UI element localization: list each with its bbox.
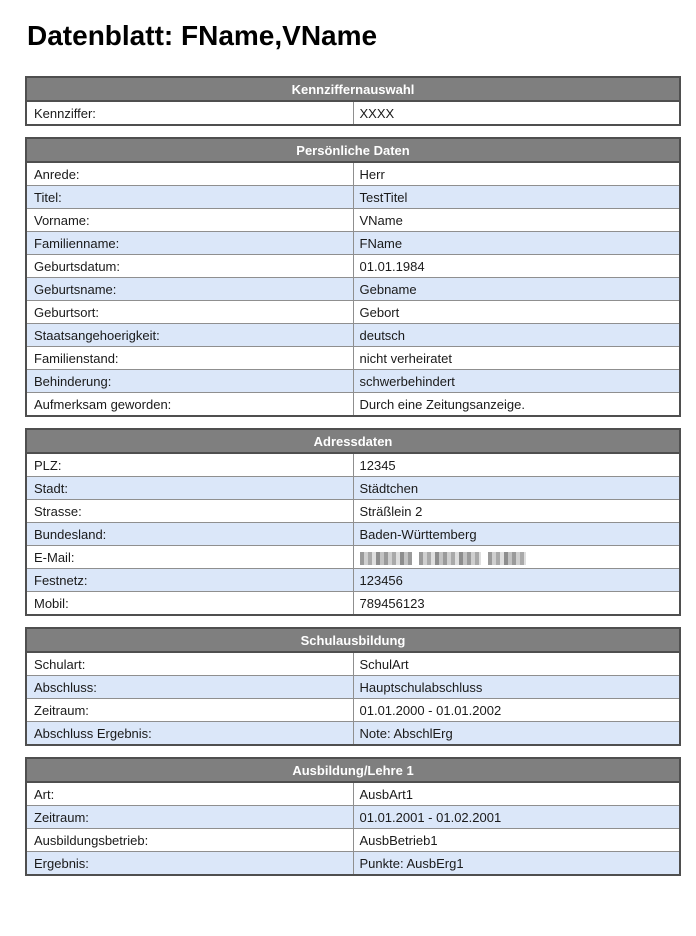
row-label: Familienname: [26, 232, 353, 255]
row-label: Strasse: [26, 500, 353, 523]
redacted-email-block [488, 552, 526, 565]
section-header-row [26, 628, 680, 652]
redacted-email-block [360, 552, 412, 565]
section-header-row [26, 429, 680, 453]
table-row [26, 209, 680, 232]
table-row [26, 301, 680, 324]
table-row [26, 782, 680, 806]
row-label: Mobil: [26, 592, 353, 616]
row-label: Vorname: [26, 209, 353, 232]
row-value: 01.01.2001 - 01.02.2001 [353, 806, 680, 829]
table-row [26, 500, 680, 523]
row-value: VName [353, 209, 680, 232]
row-value: Baden-Württemberg [353, 523, 680, 546]
row-label: Staatsangehoerigkeit: [26, 324, 353, 347]
table-row [26, 162, 680, 186]
table-row [26, 523, 680, 546]
section-header: Persönliche Daten [26, 138, 680, 162]
section-header: Ausbildung/Lehre 1 [26, 758, 680, 782]
row-label: Behinderung: [26, 370, 353, 393]
row-label: Anrede: [26, 162, 353, 186]
row-value: schwerbehindert [353, 370, 680, 393]
row-label: Geburtsort: [26, 301, 353, 324]
section-table [25, 428, 681, 616]
row-value: 01.01.1984 [353, 255, 680, 278]
row-label: Ergebnis: [26, 852, 353, 876]
table-row [26, 232, 680, 255]
section-table [25, 627, 681, 746]
table-row [26, 101, 680, 125]
table-row [26, 186, 680, 209]
table-row [26, 255, 680, 278]
table-row [26, 722, 680, 746]
table-row [26, 652, 680, 676]
row-label: Familienstand: [26, 347, 353, 370]
table-row [26, 546, 680, 569]
table-row [26, 852, 680, 876]
section-header: Kennziffernauswahl [26, 77, 680, 101]
redacted-email-block [419, 552, 481, 565]
sections-container [0, 76, 696, 876]
section-header: Adressdaten [26, 429, 680, 453]
section-header-row [26, 758, 680, 782]
row-label: Aufmerksam geworden: [26, 393, 353, 417]
section-header: Schulausbildung [26, 628, 680, 652]
row-value: Durch eine Zeitungsanzeige. [353, 393, 680, 417]
row-value: SchulArt [359, 656, 409, 672]
page-title: Datenblatt: FName,VName [27, 20, 378, 51]
row-value: 01.01.2000 - 01.01.2002 [353, 699, 680, 722]
row-value [353, 546, 680, 569]
section-header-row [26, 138, 680, 162]
row-value: deutsch [353, 324, 680, 347]
section-table [25, 137, 681, 417]
row-label: Festnetz: [26, 569, 353, 592]
table-row [26, 370, 680, 393]
table-row [26, 676, 680, 699]
table-row [26, 829, 680, 852]
row-value: Punkte: AusbErg1 [353, 852, 680, 876]
table-row [26, 592, 680, 616]
row-label: PLZ: [26, 453, 353, 477]
row-label: Zeitraum: [26, 806, 353, 829]
table-row [26, 806, 680, 829]
row-label: Bundesland: [26, 523, 353, 546]
row-value: 789456123 [353, 592, 680, 616]
row-value: FName [353, 232, 680, 255]
row-label: Geburtsname: [26, 278, 353, 301]
row-label: Abschluss Ergebnis: [26, 722, 353, 746]
row-value: XXXX [359, 105, 395, 121]
row-label: E-Mail: [26, 546, 353, 569]
table-row [26, 699, 680, 722]
row-label: Art: [26, 782, 353, 806]
table-row [26, 347, 680, 370]
row-value: AusbArt1 [359, 786, 413, 802]
table-row [26, 393, 680, 417]
row-value: nicht verheiratet [353, 347, 680, 370]
section-table [25, 76, 681, 126]
row-value: Herr [359, 166, 385, 182]
row-value: Gebname [353, 278, 680, 301]
row-label: Stadt: [26, 477, 353, 500]
row-label: Geburtsdatum: [26, 255, 353, 278]
table-row [26, 477, 680, 500]
row-value: TestTitel [353, 186, 680, 209]
datenblatt-page [0, 20, 696, 936]
table-row [26, 453, 680, 477]
row-label: Schulart: [26, 652, 353, 676]
row-value: Sträßlein 2 [353, 500, 680, 523]
row-label: Kennziffer: [26, 101, 353, 125]
row-value: Note: AbschlErg [353, 722, 680, 746]
row-value: Städtchen [353, 477, 680, 500]
row-value: Gebort [353, 301, 680, 324]
row-label: Zeitraum: [26, 699, 353, 722]
row-label: Ausbildungsbetrieb: [26, 829, 353, 852]
section-table [25, 757, 681, 876]
table-row [26, 278, 680, 301]
row-label: Titel: [26, 186, 353, 209]
section-header-row [26, 77, 680, 101]
table-row [26, 324, 680, 347]
row-label: Abschluss: [26, 676, 353, 699]
row-value: AusbBetrieb1 [353, 829, 680, 852]
row-value: Hauptschulabschluss [353, 676, 680, 699]
table-row [26, 569, 680, 592]
row-value: 12345 [359, 457, 396, 473]
row-value: 123456 [353, 569, 680, 592]
